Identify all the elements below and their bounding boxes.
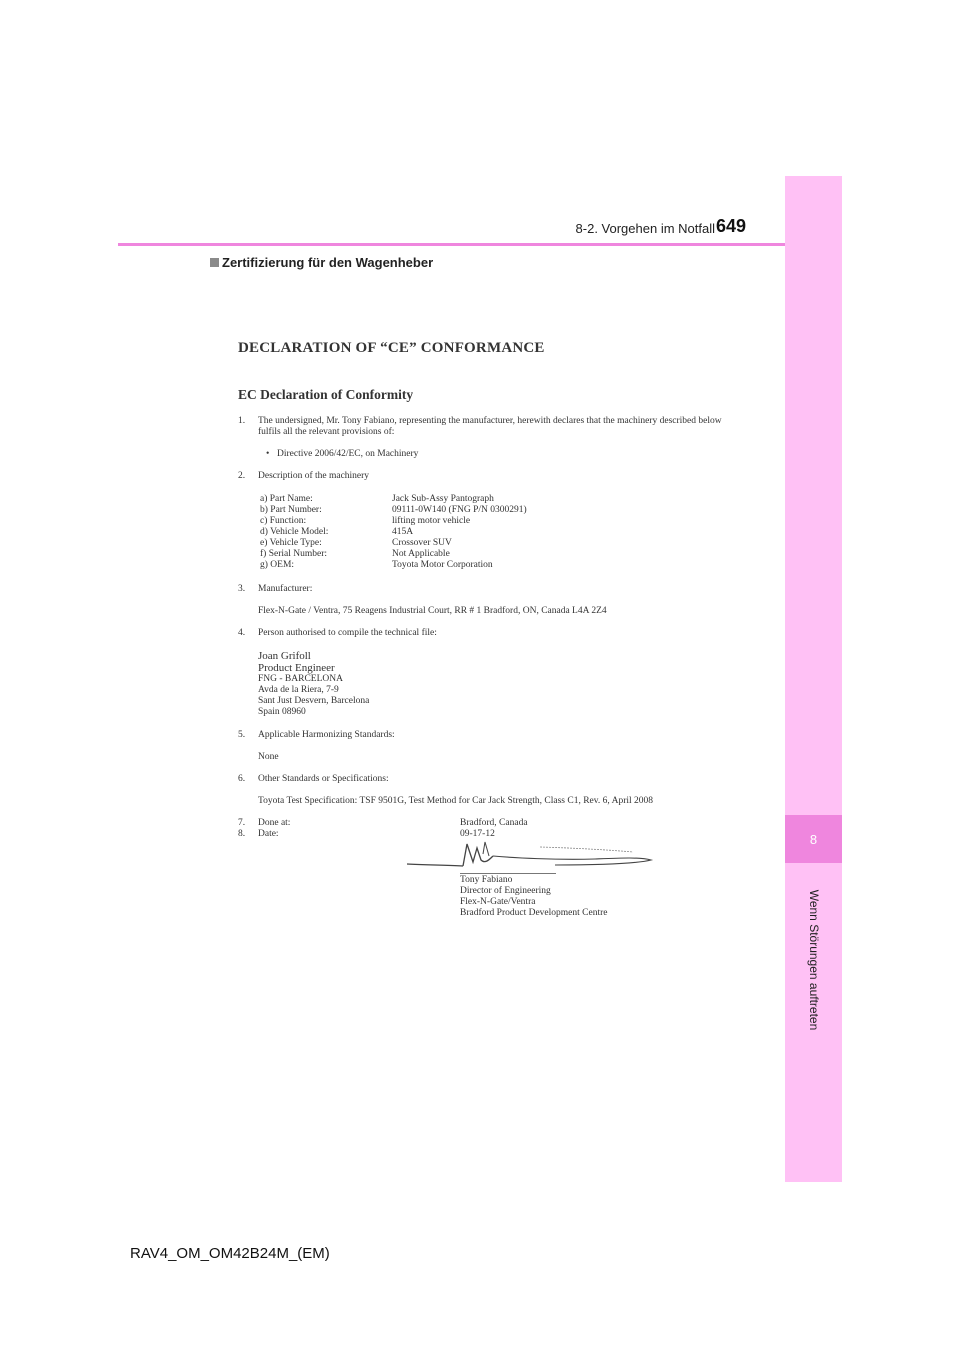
- declaration-title: DECLARATION OF “CE” CONFORMANCE: [238, 340, 545, 356]
- section-title: 8-2. Vorgehen im Notfall: [575, 221, 715, 236]
- machinery-value: lifting motor vehicle: [392, 516, 471, 526]
- manufacturer-address: Flex-N-Gate / Ventra, 75 Reagens Industrial Court, RR # 1 Bradford, ON, Canada L4A 2Z4: [258, 606, 607, 616]
- machinery-value: Crossover SUV: [392, 538, 452, 548]
- person-address-line: Avda de la Riera, 7-9: [258, 685, 339, 695]
- section-heading-text: Zertifizierung für den Wagenheber: [222, 255, 434, 270]
- machinery-label: c) Function:: [260, 516, 307, 526]
- machinery-value: 09111-0W140 (FNG P/N 0300291): [392, 505, 527, 515]
- person-name: Joan Grifoll: [258, 650, 311, 662]
- machinery-label: f) Serial Number:: [260, 549, 328, 559]
- declaration-subtitle: EC Declaration of Conformity: [238, 387, 414, 402]
- directive-text: Directive 2006/42/EC, on Machinery: [277, 449, 419, 459]
- person-address-line: Spain 08960: [258, 707, 306, 717]
- item-number: 4.: [238, 628, 246, 638]
- chapter-title: Wenn Störungen auftreten: [807, 889, 821, 1031]
- item8-label: Date:: [258, 829, 279, 839]
- machinery-value: 415A: [392, 527, 414, 537]
- item1-line2: fulfils all the relevant provisions of:: [258, 427, 395, 437]
- item-number: 6.: [238, 774, 246, 784]
- bullet-dot-icon: •: [266, 449, 270, 459]
- item1-line1: The undersigned, Mr. Tony Fabiano, representing the manufacturer, herewith declares that the machinery described below: [258, 416, 722, 426]
- signature-line: [460, 873, 556, 874]
- signer-company: Flex-N-Gate/Ventra: [460, 897, 536, 907]
- item-number: 7.: [238, 818, 246, 828]
- handwritten-signature: [405, 838, 655, 872]
- person-company: FNG - BARCELONA: [258, 674, 343, 684]
- item6-label: Other Standards or Specifications:: [258, 774, 389, 784]
- item-number: 2.: [238, 471, 246, 481]
- done-at-value: Bradford, Canada: [460, 818, 528, 828]
- item5-label: Applicable Harmonizing Standards:: [258, 730, 395, 740]
- section-heading: [210, 255, 433, 270]
- chapter-side-tab: [785, 176, 842, 1182]
- item2-label: Description of the machinery: [258, 471, 370, 481]
- square-bullet-icon: [210, 258, 219, 267]
- item3-label: Manufacturer:: [258, 584, 313, 594]
- page-number: 649: [716, 216, 747, 236]
- item-number: 3.: [238, 584, 246, 594]
- header-rule: [118, 243, 785, 246]
- signer-centre: Bradford Product Development Centre: [460, 908, 608, 918]
- standards-value: None: [258, 752, 279, 762]
- machinery-value: Not Applicable: [392, 549, 450, 559]
- date-value: 09-17-12: [460, 829, 495, 839]
- other-standards-value: Toyota Test Specification: TSF 9501G, Test Method for Car Jack Strength, Class C1, Rev. 6, April 2008: [258, 796, 654, 806]
- machinery-value: Toyota Motor Corporation: [392, 560, 493, 570]
- machinery-label: b) Part Number:: [260, 505, 322, 515]
- machinery-label: g) OEM:: [260, 560, 295, 570]
- signer-title: Director of Engineering: [460, 886, 551, 896]
- person-title: Product Engineer: [258, 662, 335, 674]
- machinery-value: Jack Sub-Assy Pantograph: [392, 494, 494, 504]
- signer-name: Tony Fabiano: [460, 875, 513, 885]
- machinery-label: a) Part Name:: [260, 494, 313, 504]
- document-footer: RAV4_OM_OM42B24M_(EM): [130, 1245, 330, 1262]
- item-number: 5.: [238, 730, 246, 740]
- item-number: 8.: [238, 829, 246, 839]
- item4-label: Person authorised to compile the technical file:: [258, 628, 437, 638]
- machinery-label: d) Vehicle Model:: [260, 527, 329, 537]
- chapter-number: 8: [809, 831, 818, 847]
- item7-label: Done at:: [258, 818, 291, 828]
- machinery-label: e) Vehicle Type:: [260, 538, 322, 548]
- person-address-line: Sant Just Desvern, Barcelona: [258, 696, 370, 706]
- item-number: 1.: [238, 416, 246, 426]
